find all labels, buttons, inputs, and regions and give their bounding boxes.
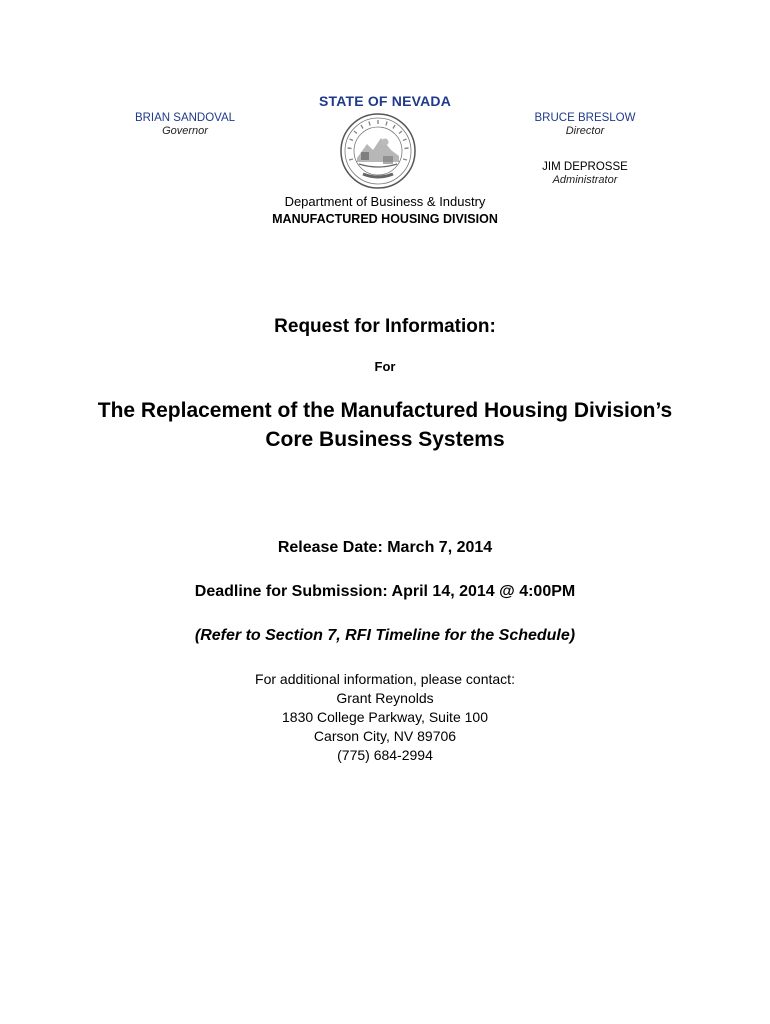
governor-name: BRIAN SANDOVAL — [134, 112, 236, 124]
contact-address-line-2: Carson City, NV 89706 — [313, 728, 457, 744]
administrator-block — [500, 160, 670, 187]
director-block — [500, 111, 670, 138]
document-title-line-1: The Replacement of the Manufactured Housing Division’s — [97, 399, 673, 422]
director-name: BRUCE BRESLOW — [534, 112, 636, 124]
administrator-name: JIM DEPROSSE — [542, 161, 628, 173]
division-name: MANUFACTURED HOUSING DIVISION — [272, 212, 498, 226]
governor-title: Governor — [162, 125, 208, 137]
rfi-heading: Request for Information: — [274, 316, 496, 337]
submission-deadline: Deadline for Submission: April 14, 2014 @ 4:00PM — [194, 583, 576, 600]
governor-block — [100, 111, 270, 138]
contact-block — [0, 670, 770, 765]
director-title: Director — [565, 125, 605, 137]
release-date: Release Date: March 7, 2014 — [277, 539, 493, 556]
document-title — [0, 396, 770, 454]
administrator-title: Administrator — [552, 174, 618, 186]
contact-intro: For additional information, please contact: — [255, 671, 515, 687]
department-name: Department of Business & Industry — [284, 194, 486, 209]
contact-address-line-1: 1830 College Parkway, Suite 100 — [282, 709, 488, 725]
contact-phone: (775) 684-2994 — [337, 747, 433, 763]
nevada-state-seal-icon — [339, 112, 417, 190]
timeline-reference: (Refer to Section 7, RFI Timeline for the Schedule) — [194, 627, 576, 644]
state-title: STATE OF NEVADA — [318, 93, 452, 109]
for-label: For — [374, 359, 396, 374]
contact-name: Grant Reynolds — [336, 690, 434, 706]
document-title-line-2: Core Business Systems — [265, 428, 505, 451]
